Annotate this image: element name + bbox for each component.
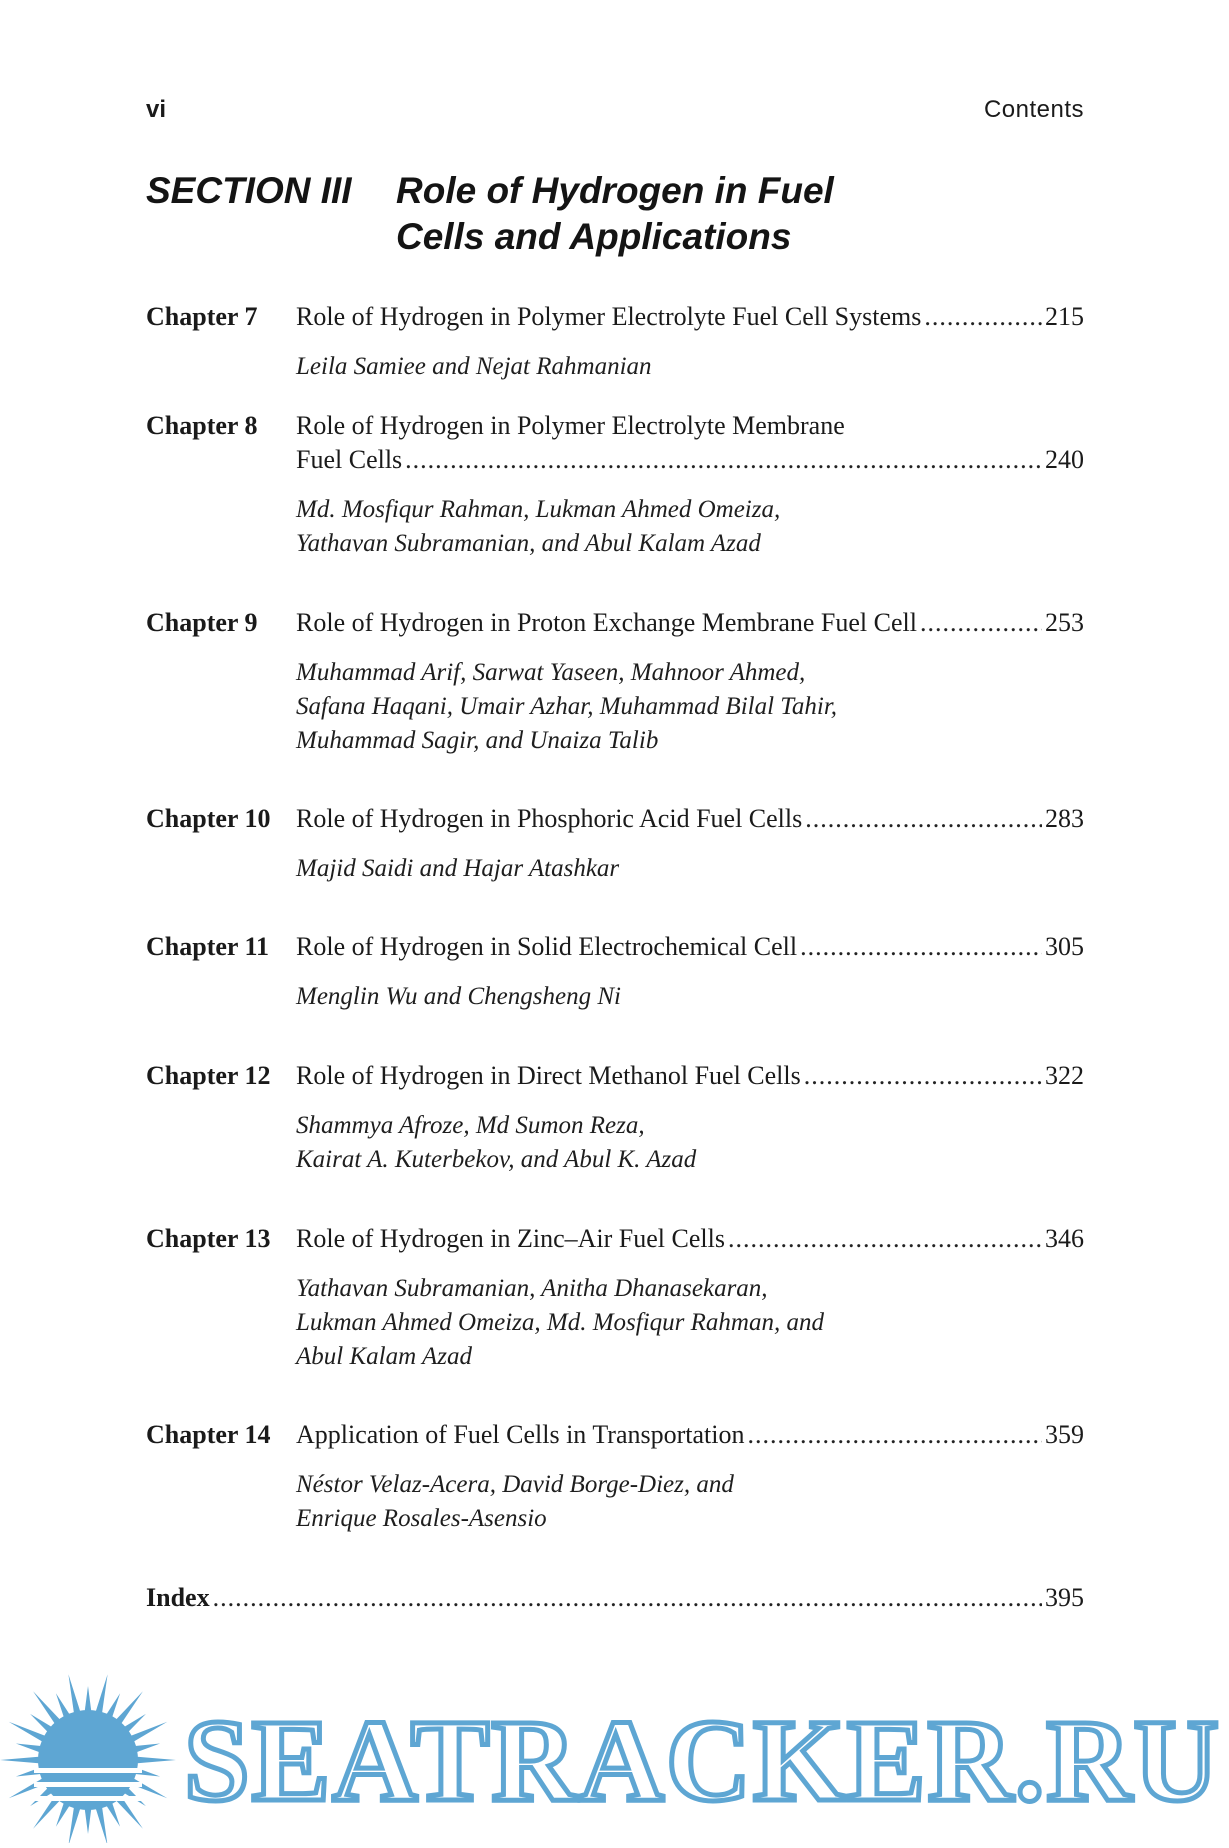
- chapter-authors: [296, 1468, 1084, 1536]
- chapter-title: Role of Hydrogen in Phosphoric Acid Fuel Cells: [296, 804, 803, 833]
- sun-ray: [136, 1757, 176, 1764]
- index-label: Index: [146, 1583, 210, 1612]
- sun-ray: [0, 1757, 40, 1764]
- chapter-page-number: 283: [1045, 804, 1084, 833]
- chapter-label: Chapter 14: [146, 1420, 271, 1449]
- sun-ray: [9, 1722, 47, 1742]
- author-line: Md. Mosfiqur Rahman, Lukman Ahmed Omeiza,: [296, 496, 781, 523]
- sun-ray: [85, 1686, 92, 1712]
- chapter-authors: [296, 656, 1084, 758]
- sun-ray: [134, 1744, 160, 1753]
- sun-ray: [68, 1674, 80, 1714]
- author-line: Néstor Velaz-Acera, David Borge-Diez, and: [296, 1471, 734, 1498]
- author-line: Kairat A. Kuterbekov, and Abul K. Azad: [296, 1146, 697, 1173]
- watermark-text: SEATRACKER.RU: [184, 1695, 1221, 1826]
- chapter-page-number: 253: [1045, 608, 1084, 637]
- chapter-authors: [296, 493, 1084, 561]
- leader-dots: [800, 930, 1042, 964]
- chapter-title: Application of Fuel Cells in Transportation: [296, 1420, 745, 1449]
- chapter-label: Chapter 11: [146, 932, 270, 961]
- chapter-label: Chapter 9: [146, 608, 258, 637]
- sun-ray: [130, 1778, 168, 1798]
- chapter-title: Fuel Cells: [296, 445, 403, 474]
- chapter-page-number: 346: [1045, 1224, 1084, 1253]
- leader-dots: [728, 1222, 1042, 1256]
- chapter-title: Role of Hydrogen in Proton Exchange Membrane Fuel Cell: [296, 608, 917, 637]
- chapter-title: Role of Hydrogen in Direct Methanol Fuel Cells: [296, 1061, 801, 1090]
- sun-ray: [85, 1808, 92, 1834]
- chapter-label: Chapter 12: [146, 1061, 271, 1090]
- sun-wave-line: [34, 1768, 142, 1773]
- index-page-number: 395: [1045, 1583, 1084, 1612]
- author-line: Enrique Rosales-Asensio: [296, 1505, 547, 1532]
- section-label: SECTION III: [146, 170, 352, 211]
- chapter-label: Chapter 8: [146, 411, 258, 440]
- author-line: Muhammad Arif, Sarwat Yaseen, Mahnoor Ahmed,: [296, 659, 806, 686]
- leader-dots: [213, 1581, 1042, 1615]
- author-line: Menglin Wu and Chengsheng Ni: [296, 983, 621, 1010]
- author-line: Lukman Ahmed Omeiza, Md. Mosfiqur Rahman, and: [296, 1309, 824, 1336]
- running-head: [146, 96, 1084, 128]
- chapter-authors: [296, 980, 1084, 1014]
- sun-ray: [95, 1806, 107, 1843]
- chapter-page-number: 305: [1045, 932, 1084, 961]
- section-title-line: Role of Hydrogen in Fuel: [396, 170, 834, 211]
- chapter-page-number: 240: [1045, 445, 1084, 474]
- leader-dots: [924, 300, 1042, 334]
- chapter-authors: [296, 1272, 1084, 1374]
- author-line: Safana Haqani, Umair Azhar, Muhammad Bilal Tahir,: [296, 693, 838, 720]
- sun-ray: [9, 1778, 47, 1798]
- chapter-page-number: 322: [1045, 1061, 1084, 1090]
- section-title: [396, 168, 916, 260]
- author-line: Leila Samiee and Nejat Rahmanian: [296, 353, 652, 380]
- author-line: Yathavan Subramanian, and Abul Kalam Azad: [296, 530, 761, 557]
- sun-disc: [38, 1710, 138, 1810]
- sun-ray: [130, 1722, 168, 1742]
- author-line: Muhammad Sagir, and Unaiza Talib: [296, 727, 659, 754]
- section-title-line: Cells and Applications: [396, 216, 792, 257]
- author-line: Majid Saidi and Hajar Atashkar: [296, 855, 620, 882]
- leader-dots: [804, 1059, 1042, 1093]
- chapter-title-line: Role of Hydrogen in Polymer Electrolyte Membrane: [296, 411, 845, 440]
- author-line: Shammya Afroze, Md Sumon Reza,: [296, 1112, 645, 1139]
- chapter-authors: [296, 1109, 1084, 1177]
- chapter-page-number: 215: [1045, 302, 1084, 331]
- chapter-label: Chapter 10: [146, 804, 271, 833]
- leader-dots: [748, 1418, 1043, 1452]
- author-line: Yathavan Subramanian, Anitha Dhanasekaran,: [296, 1275, 768, 1302]
- leader-dots: [805, 802, 1042, 836]
- chapter-label: Chapter 7: [146, 302, 258, 331]
- chapter-title: Role of Hydrogen in Zinc–Air Fuel Cells: [296, 1224, 725, 1253]
- toc-entry-index[interactable]: [146, 1581, 1084, 1615]
- page-number: vi: [146, 96, 167, 123]
- leader-dots: [405, 443, 1042, 477]
- chapter-title: Role of Hydrogen in Polymer Electrolyte Fuel Cell Systems: [296, 302, 922, 331]
- chapter-title: Role of Hydrogen in Solid Electrochemical Cell: [296, 932, 798, 961]
- sun-ray: [68, 1806, 80, 1843]
- sun-wave-line: [34, 1782, 142, 1787]
- chapter-label: Chapter 13: [146, 1224, 271, 1253]
- running-title: Contents: [983, 96, 1084, 123]
- sun-ray: [16, 1744, 42, 1753]
- chapter-authors: [296, 852, 1084, 886]
- leader-dots: [920, 606, 1042, 640]
- chapter-authors: [296, 350, 1084, 384]
- author-line: Abul Kalam Azad: [296, 1343, 472, 1370]
- sun-ray: [95, 1674, 107, 1714]
- sun-wave-line: [34, 1796, 142, 1801]
- chapter-page-number: 359: [1045, 1420, 1084, 1449]
